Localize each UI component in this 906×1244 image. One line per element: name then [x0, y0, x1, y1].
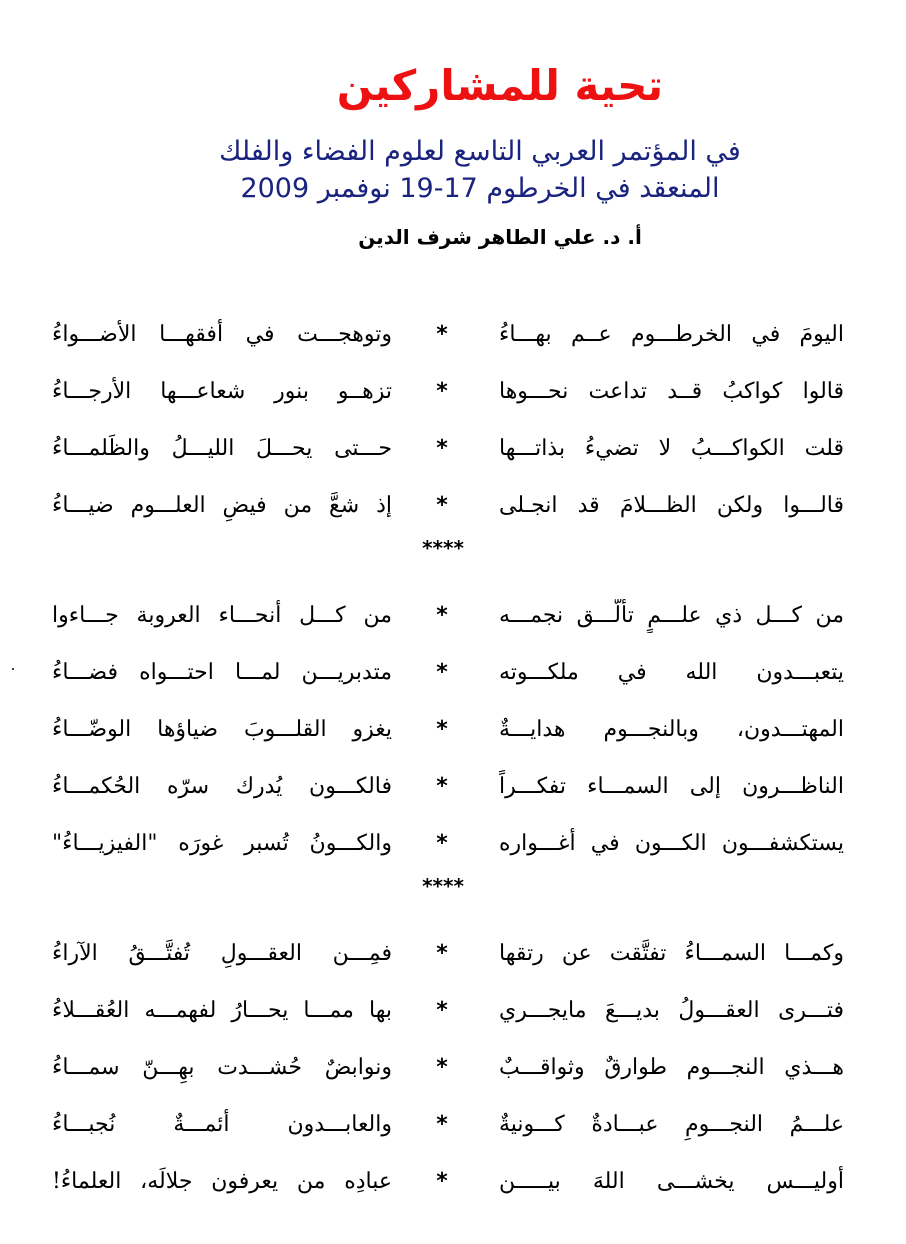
verse-divider-star: *: [436, 1169, 448, 1194]
verse-second-hemistich: فمِـــن العقـــولِ تُفتَّـــقُ الآراءُ: [52, 941, 392, 966]
verse-divider-star: *: [436, 493, 448, 518]
verse-divider-star: *: [436, 1112, 448, 1137]
verse-line: [0, 701, 906, 758]
verse-first-hemistich: فتـــرى العقـــولُ بديـــعَ مايجـــري: [499, 998, 844, 1023]
verse-first-hemistich: يتعبـــدون الله في ملكـــوته: [499, 660, 844, 685]
verse-first-hemistich: المهتـــدون، وبالنجـــوم هدايـــةٌ: [499, 717, 844, 742]
verse-line: [0, 982, 906, 1039]
conference-date-line: المنعقد في الخرطوم 17-19 نوفمبر 2009: [240, 173, 720, 204]
verse-second-hemistich: عبادِه من يعرفون جلالَه، العلماءُ!: [52, 1169, 392, 1194]
verse-divider-star: *: [436, 660, 448, 685]
verse-line: [0, 1153, 906, 1210]
conference-subtitle: في المؤتمر العربي التاسع لعلوم الفضاء والفلك: [219, 136, 741, 167]
verse-line: [0, 1096, 906, 1153]
stanza-separator: [0, 872, 906, 925]
separator-stars: ****: [422, 874, 464, 898]
verse-line: [0, 758, 906, 815]
verse-line: [0, 815, 906, 872]
verse-divider-star: *: [436, 322, 448, 347]
verse-divider-star: *: [436, 379, 448, 404]
verse-second-hemistich: من كـــل أنحـــاء العروبة جـــاءوا: [52, 603, 392, 628]
verse-divider-star: *: [436, 717, 448, 742]
verse-first-hemistich: من كـــل ذي علـــمٍ تألّـــق نجمـــه: [499, 603, 844, 628]
verse-divider-star: *: [436, 603, 448, 628]
verse-line: [0, 306, 906, 363]
verse-first-hemistich: علـــمُ النجـــومِ عبـــادةٌ كـــونيةٌ: [499, 1112, 844, 1137]
verse-line: [0, 587, 906, 644]
verse-divider-star: *: [436, 941, 448, 966]
verse-line: [0, 477, 906, 534]
stanza-separator: [0, 534, 906, 587]
verse-second-hemistich: والعابـــدون أئمـــةٌ نُجبـــاءُ: [52, 1112, 392, 1137]
verse-second-hemistich: تزهــو بنور شعاعـــها الأرجـــاءُ: [52, 379, 392, 404]
verse-first-hemistich: وكمـــا السمـــاءُ تفتَّقت عن رتقها: [499, 941, 844, 966]
verse-second-hemistich: يغزو القلـــوبَ ضياؤها الوضّـــاءُ: [52, 717, 392, 742]
verse-first-hemistich: هـــذي النجـــوم طوارقٌ وثواقـــبٌ: [499, 1055, 844, 1080]
page-title: تحية للمشاركين: [336, 61, 664, 110]
verse-divider-star: *: [436, 774, 448, 799]
verse-second-hemistich: وتوهجـــت في أفقهـــا الأضـــواءُ: [52, 322, 392, 347]
verse-first-hemistich: قالوا كواكبُ قــد تداعت نحـــوها: [499, 379, 844, 404]
verse-line: [0, 925, 906, 982]
poem-body: [0, 306, 906, 1210]
separator-stars: ****: [422, 536, 464, 560]
verse-first-hemistich: قلت الكواكـــبُ لا تضيءُ بذاتـــها: [499, 436, 844, 461]
verse-first-hemistich: اليومَ في الخرطـــوم عــم بهـــاءُ: [499, 322, 844, 347]
verse-second-hemistich: إذ شعَّ من فيضِ العلـــوم ضيـــاءُ: [52, 493, 392, 518]
verse-first-hemistich: أوليـــس يخشـــى اللهَ بيـــــن: [499, 1169, 844, 1194]
verse-line: [0, 420, 906, 477]
verse-divider-star: *: [436, 436, 448, 461]
verse-line: [0, 363, 906, 420]
verse-second-hemistich: ونوابضٌ حُشـــدت بهِـــنّ سمـــاءُ: [52, 1055, 392, 1080]
verse-line: [0, 644, 906, 701]
verse-line: [0, 1039, 906, 1096]
verse-divider-star: *: [436, 831, 448, 856]
verse-first-hemistich: الناظـــرون إلى السمـــاء تفكـــراً: [499, 774, 844, 799]
author-name: أ. د. علي الطاهر شرف الدين: [358, 225, 642, 249]
verse-second-hemistich: متدبريـــن لمـــا احتـــواه فضـــاءُ: [52, 660, 392, 685]
verse-divider-star: *: [436, 998, 448, 1023]
verse-first-hemistich: قالـــوا ولكن الظـــلامَ قد انجـلى: [499, 493, 844, 518]
stray-mark: [12, 668, 14, 670]
verse-first-hemistich: يستكشفـــون الكـــون في أغـــواره: [499, 831, 844, 856]
verse-second-hemistich: والكـــونُ تُسبر غورَه "الفيزيـــاءُ": [52, 831, 392, 856]
verse-second-hemistich: بها ممـــا يحـــارُ لفهمـــه العُقـــلاءُ: [52, 998, 392, 1023]
verse-divider-star: *: [436, 1055, 448, 1080]
verse-second-hemistich: حـــتى يحـــلَ الليـــلُ والظَلمـــاءُ: [52, 436, 392, 461]
verse-second-hemistich: فالكـــون يُدرك سرّه الحُكمـــاءُ: [52, 774, 392, 799]
